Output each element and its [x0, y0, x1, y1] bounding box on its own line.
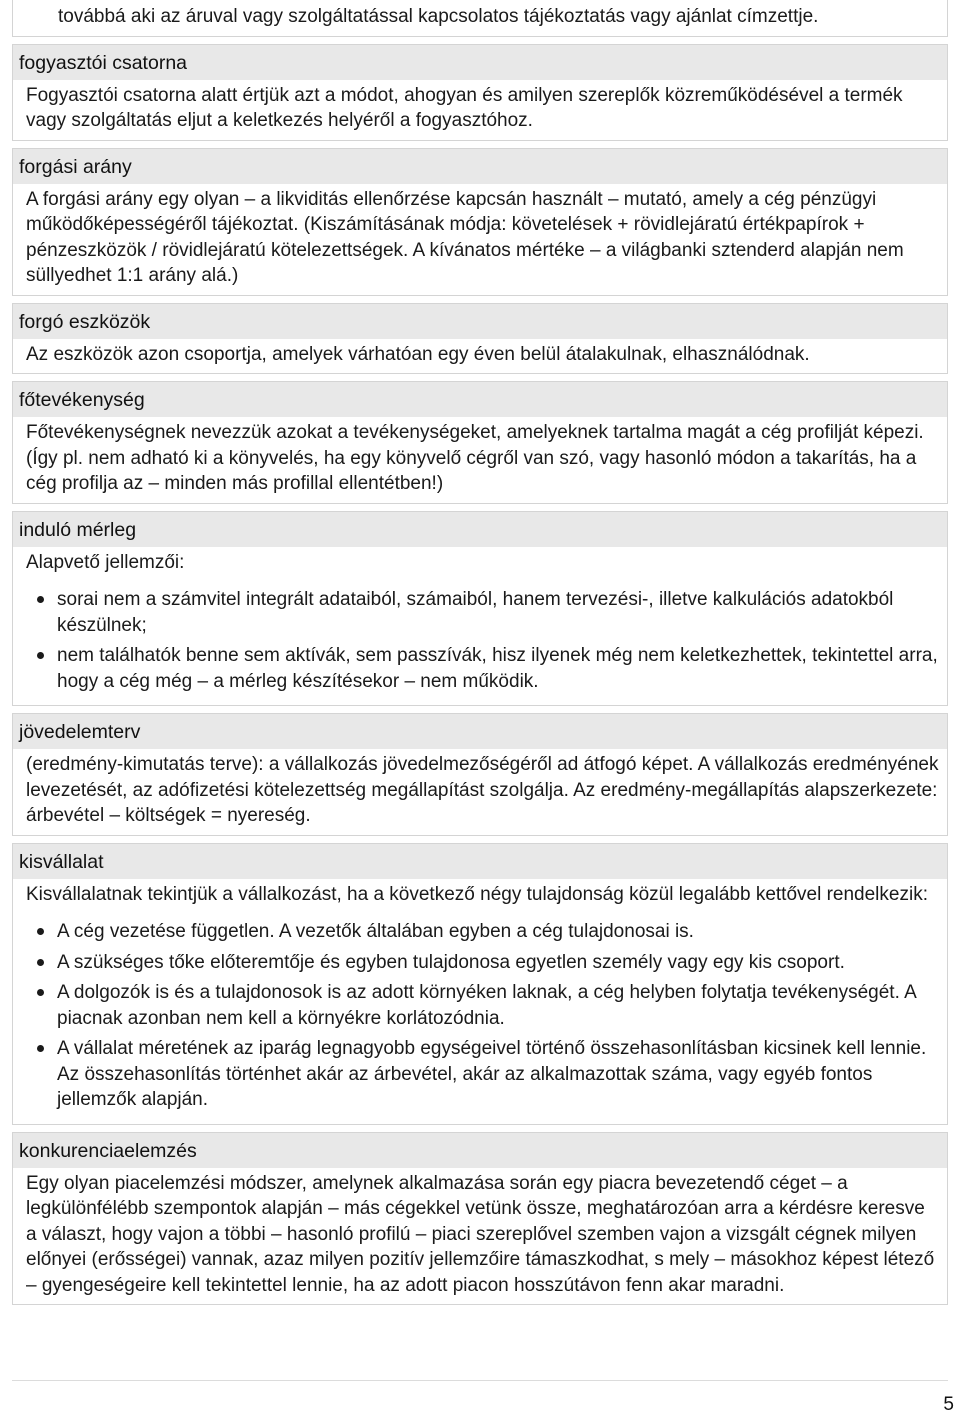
entry-definition — [13, 1168, 947, 1305]
definition-paragraph: Egy olyan piacelemzési módszer, amelynek alkalmazása során egy piacra bevezetendő céget – a legkülönfélébb szempontok alapján – más cégekkel vetünk össze, meghatározóan arra a kérdésre keresve a választ, hogy vajon a többi – hasonló profilú – piaci szereplővel szemben vajon a vizsgált cégnek milyen előnyei (erősségei) vannak, azaz milyen pozitív jellemzőire támaszkodhat, s mely – másokhoz képest létező – gyengeségeire kell tekintettel lennie, ha az adott piacon hosszútávon fenn akar maradni. — [26, 1172, 935, 1296]
bullet-item: nem találhatók benne sem aktívák, sem passzívák, hisz ilyenek még nem keletkezhettek, tekintettel arra, hogy a cég még – a mérleg készítésekor – nem működik. — [57, 643, 939, 694]
entry-definition — [13, 879, 947, 1124]
definition-paragraph: A forgási arány egy olyan – a likviditás ellenőrzése kapcsán használt – mutató, amely a cég pénzügyi működőképességéről tájékoztat. (Kiszámításának módja: követelések + rövidlejáratú értékpapírok + pénzeszközök / rövidlejáratú kötelezettségek. A kívánatos mértéke – a világbanki sztenderd alapján nem süllyedhet 1:1 arány alá.) — [26, 188, 904, 286]
continuation-text: továbbá aki az áruval vagy szolgáltatással kapcsolatos tájékoztatás vagy ajánlat címzettje. — [58, 6, 819, 27]
bullet-list — [26, 587, 939, 694]
glossary-entry — [12, 511, 948, 707]
glossary-page — [12, 0, 948, 1312]
entry-definition — [13, 749, 947, 835]
glossary-entry-continuation — [12, 0, 948, 37]
bullet-item: A cég vezetése független. A vezetők általában egyben a cég tulajdonosai is. — [57, 919, 939, 945]
entry-term: főtevékenység — [13, 382, 947, 417]
entry-term: kisvállalat — [13, 844, 947, 879]
glossary-entry — [12, 381, 948, 504]
entry-term: forgási arány — [13, 149, 947, 184]
bullet-list — [26, 919, 939, 1113]
glossary-entry — [12, 843, 948, 1125]
glossary-entries — [12, 44, 948, 1306]
bullet-item: A vállalat méretének az iparág legnagyobb egységeivel történő összehasonlításban kicsinek kell lennie. Az összehasonlítás történhet akár az árbevétel, akár az alkalmazottak száma, vagy egyéb fontos jellemzők alapján. — [57, 1036, 939, 1113]
glossary-entry — [12, 713, 948, 836]
definition-paragraph: Alapvető jellemzői: — [26, 551, 185, 573]
entry-term: jövedelemterv — [13, 714, 947, 749]
entry-definition — [13, 184, 947, 295]
entry-definition — [13, 547, 947, 706]
entry-term: forgó eszközök — [13, 304, 947, 339]
page-number: 5 — [943, 1394, 954, 1415]
bullet-item: sorai nem a számvitel integrált adataiból, számaiból, hanem tervezési-, illetve kalkulációs adatokból készülnek; — [57, 587, 939, 638]
entry-definition — [13, 417, 947, 503]
glossary-entry — [12, 44, 948, 141]
definition-paragraph: Főtevékenységnek nevezzük azokat a tevékenységeket, amelyeknek tartalma magát a cég profilját képezi. (Így pl. nem adható ki a könyvelés, ha egy könyvelő cégről van szó, vagy hasonló módon a takarítás, ha a cég profilja az – minden más profillal ellentétben!) — [26, 422, 924, 494]
entry-term: fogyasztói csatorna — [13, 45, 947, 80]
definition-paragraph: Fogyasztói csatorna alatt értjük azt a módot, ahogyan és amilyen szereplők közreműködésével a termék vagy szolgáltatás eljut a keletkezés helyéről a fogyasztóhoz. — [26, 84, 903, 131]
entry-definition — [13, 80, 947, 140]
definition-paragraph: Kisvállalatnak tekintjük a vállalkozást, ha a következő négy tulajdonság közül legalább kettővel rendelkezik: — [26, 883, 928, 905]
glossary-entry — [12, 303, 948, 375]
definition-paragraph: Az eszközök azon csoportja, amelyek várhatóan egy éven belül átalakulnak, elhasználódnak. — [26, 343, 810, 365]
footer-divider — [12, 1380, 948, 1381]
bullet-item: A szükséges tőke előteremtője és egyben tulajdonosa egyetlen személy vagy egy kis csoport. — [57, 950, 939, 976]
glossary-entry — [12, 148, 948, 296]
entry-definition — [13, 339, 947, 374]
entry-definition — [13, 0, 947, 36]
bullet-item: A dolgozók is és a tulajdonosok is az adott környéken laknak, a cég helyben folytatja tevékenységét. A piacnak azonban nem kell a környékre korlátozódnia. — [57, 980, 939, 1031]
definition-paragraph: (eredmény-kimutatás terve): a vállalkozás jövedelmezőségéről ad átfogó képet. A vállalkozás eredményének levezetését, az adófizetési kötelezettség megállapítást szolgálja. Az eredmény-megállapítás alapszerkezete: árbevétel – költségek = nyereség. — [26, 754, 939, 826]
entry-term: konkurenciaelemzés — [13, 1133, 947, 1168]
entry-term: induló mérleg — [13, 512, 947, 547]
glossary-entry — [12, 1132, 948, 1306]
